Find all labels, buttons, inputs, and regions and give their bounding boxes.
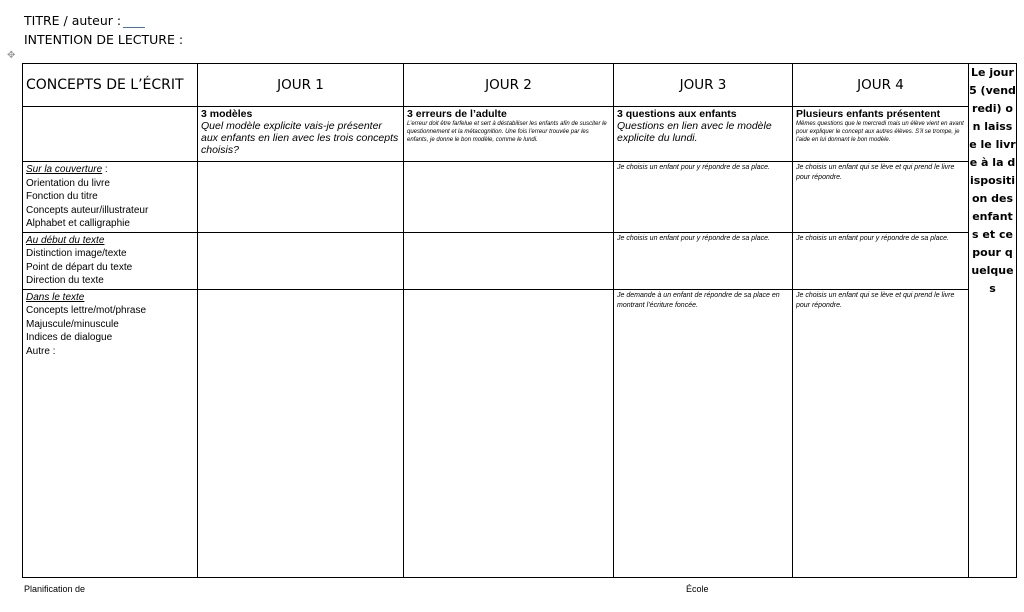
cell-j4-couverture[interactable]: Je choisis un enfant qui se lève et qui prend le livre pour répondre. [793,162,969,233]
j1-title: 3 modèles [201,108,253,120]
section-dans-texte [23,289,198,577]
title-author-label: TITRE / auteur : [24,13,122,28]
j4-text: Mêmes questions que le mercredi mais un élève vient en avant pour expliquer le concept aux autres élèves. S’il se trompe, je l’aide en lui donnant le bon modèle. [796,121,964,143]
planning-table [22,63,1017,578]
cell-j2-texte[interactable] [404,289,614,577]
j4-title: Plusieurs enfants présentent [796,108,941,120]
header-jour-4: JOUR 4 [793,64,969,107]
cell-j3-couverture[interactable]: Je choisis un enfant pour y répondre de sa place. [614,162,793,233]
concept-item: Concepts lettre/mot/phrase [26,305,147,316]
subheader-jour-3 [614,107,793,162]
concept-item: Point de départ du texte [26,261,133,273]
cell-j2-couverture[interactable] [404,162,614,233]
j3-title: 3 questions aux enfants [617,108,737,120]
header-jour-1: JOUR 1 [198,64,404,107]
header-jour-3: JOUR 3 [614,64,793,107]
concept-item: Alphabet et calligraphie [26,218,130,229]
subheader-jour-1 [198,107,404,162]
concept-item: Concepts auteur/illustrateur [26,204,149,216]
title-author-field[interactable] [123,14,145,28]
cell-j3-debut[interactable]: Je choisis un enfant pour y répondre de sa place. [614,232,793,289]
concept-item: Fonction du titre [26,191,98,202]
section-title: Sur la couverture [26,164,103,175]
j2-text: L’erreur doit être farfelue et sert à déstabiliser les enfants afin de susciter le questionnement et la métacognition. Une fois l’erreur trouvée par les enfants, je donne le bon modèle, comme le lundi. [407,121,607,143]
jour-5-note: Le jour 5 (vendredi) on laisse le livre à la disposition des enfants et ce pour quelques [969,64,1017,578]
cell-j3-texte[interactable]: Je demande à un enfant de répondre de sa place en montrant l’écriture foncée. [614,289,793,577]
reading-intention-label: INTENTION DE LECTURE : [24,32,184,47]
concept-item: Autre : [26,345,56,357]
concept-item: Direction du texte [26,275,104,286]
concept-item: Distinction image/texte [26,248,127,259]
section-debut-texte [23,232,198,289]
section-couverture: Sur la couverture : Orientation du livre Fonction du titre Concepts auteur/illustrateur Alphabet et calligraphie [23,162,198,233]
concept-item: Indices de dialogue [26,332,113,343]
subheader-empty [23,107,198,162]
header-jour-2: JOUR 2 [404,64,614,107]
header-concepts: CONCEPTS DE L’ÉCRIT [23,64,198,107]
move-handle-icon[interactable]: ✥ [7,50,16,61]
section-title: Au début du texte [26,234,105,246]
cell-j4-texte[interactable]: Je choisis un enfant qui se lève et qui prend le livre pour répondre. [793,289,969,577]
cell-j1-couverture[interactable] [198,162,404,233]
concept-item: Majuscule/minuscule [26,318,119,330]
section-title: Dans le texte [26,291,85,303]
cell-j2-debut[interactable] [404,232,614,289]
title-author-line [24,13,145,28]
j1-text: Quel modèle explicite vais-je présenter aux enfants en lien avec les trois concepts choisis? [201,120,399,156]
footer-ecole: École [686,584,709,594]
subheader-jour-4 [793,107,969,162]
cell-j1-debut[interactable] [198,232,404,289]
cell-j1-texte[interactable] [198,289,404,577]
footer-planification: Planification de [24,584,86,594]
concept-item: Orientation du livre [26,177,110,189]
j3-text: Questions en lien avec le modèle explicite du lundi. [617,120,772,144]
cell-j4-debut[interactable]: Je choisis un enfant pour y répondre de sa place. [793,232,969,289]
j2-title: 3 erreurs de l’adulte [407,108,507,120]
subheader-jour-2 [404,107,614,162]
